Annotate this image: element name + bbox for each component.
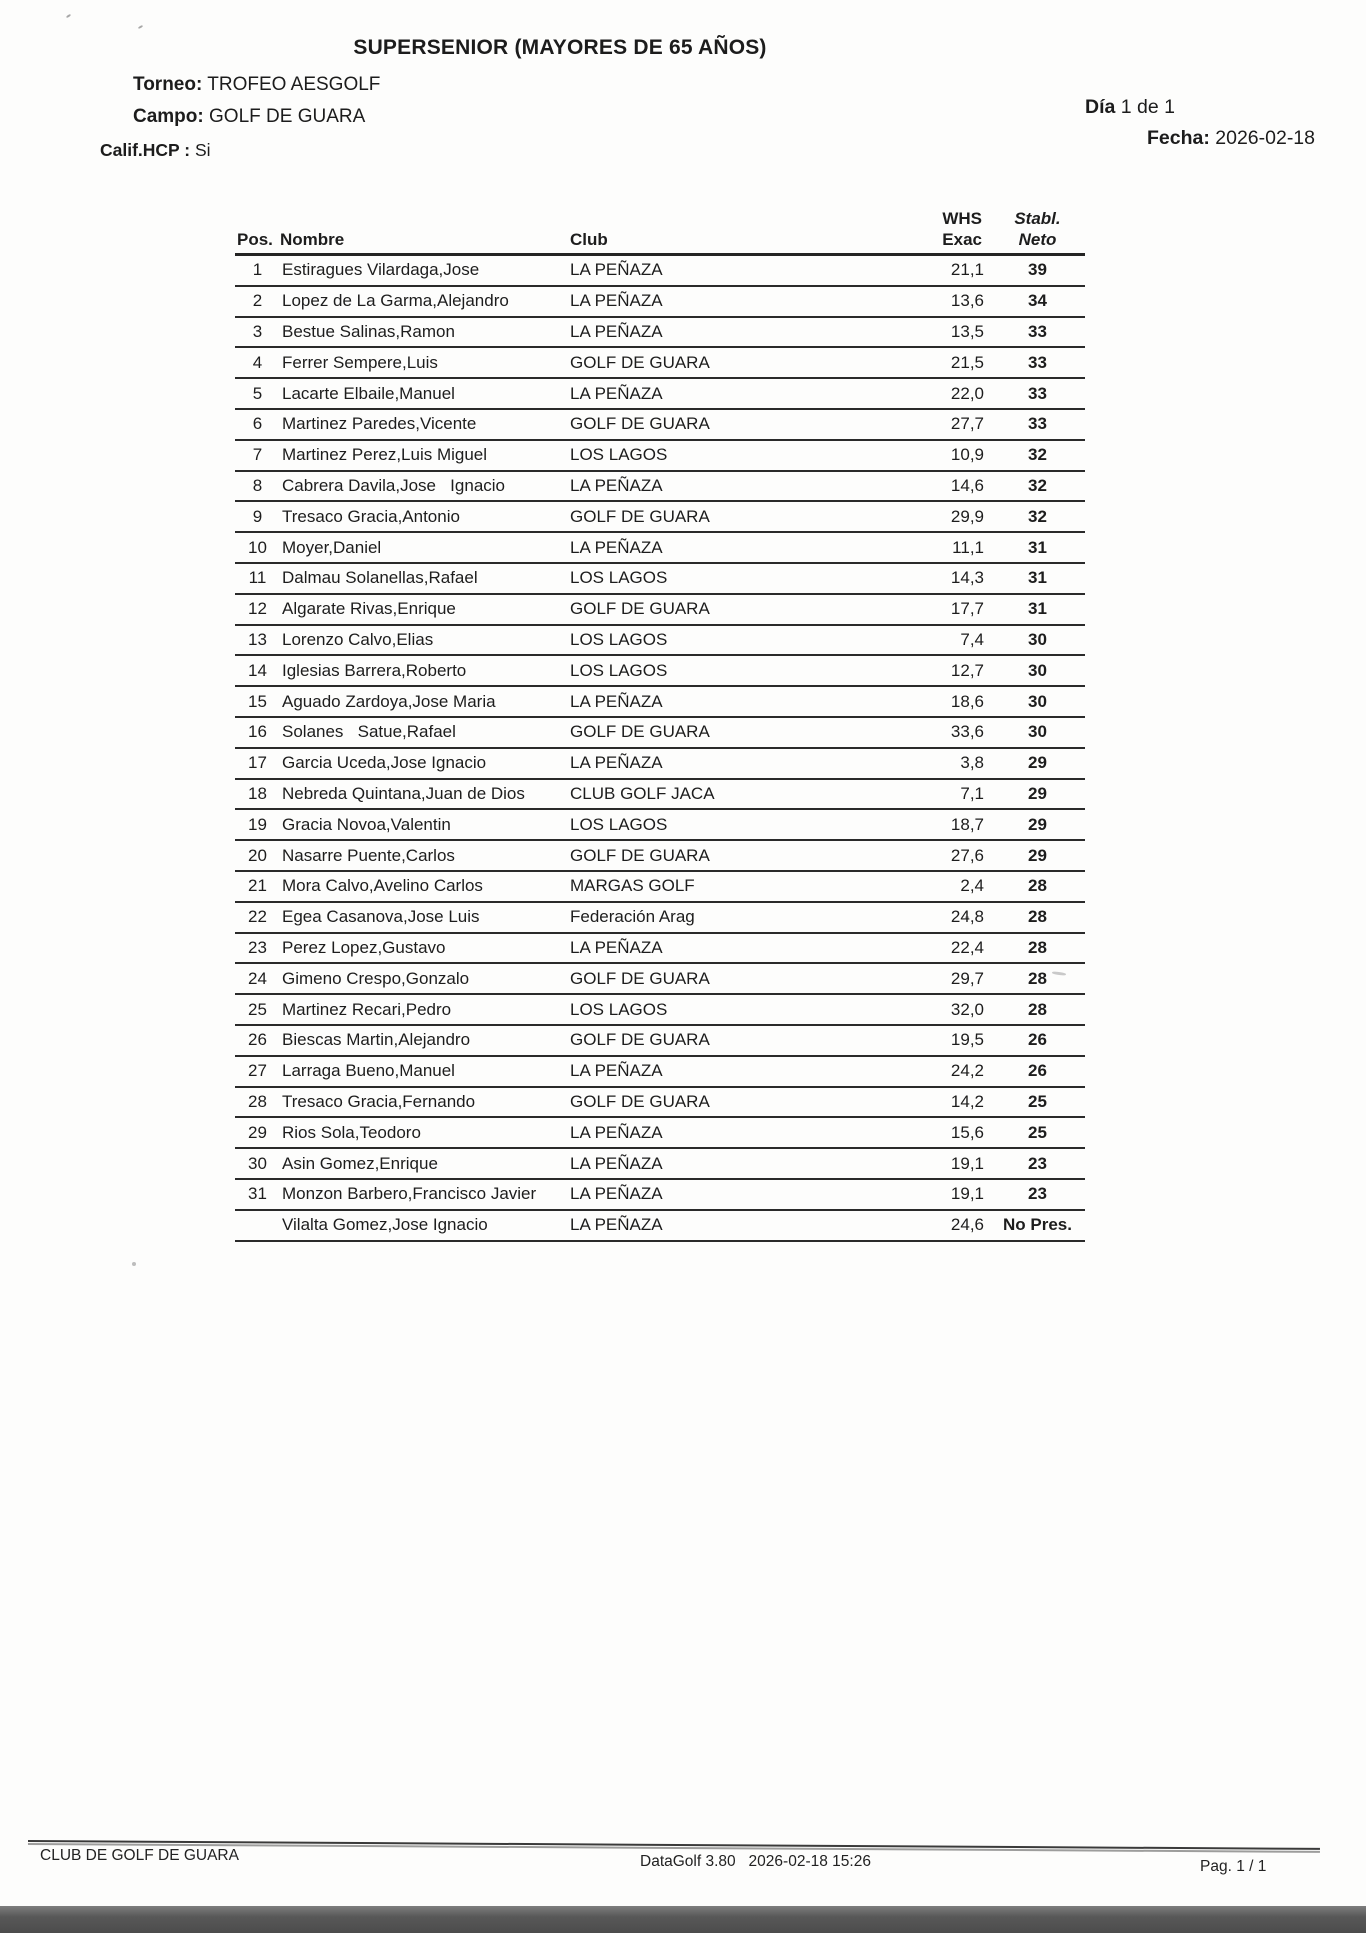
cell-position: 26: [235, 1025, 280, 1056]
cell-player-name: Perez Lopez,Gustavo: [280, 933, 565, 964]
cell-player-name: Egea Casanova,Jose Luis: [280, 902, 565, 933]
tournament-value: TROFEO AESGOLF: [207, 74, 381, 95]
table-row: [235, 1210, 1085, 1241]
scan-artifact: [132, 1262, 136, 1266]
table-row: [235, 563, 1085, 594]
cell-player-name: Lacarte Elbaile,Manuel: [280, 378, 565, 409]
table-row: [235, 286, 1085, 317]
column-header-pos: Pos.: [235, 193, 280, 255]
cell-player-name: Martinez Paredes,Vicente: [280, 409, 565, 440]
cell-whs-exact: 33,6: [870, 717, 990, 748]
cell-whs-exact: 24,6: [870, 1210, 990, 1241]
cell-player-name: Martinez Recari,Pedro: [280, 994, 565, 1025]
table-row: [235, 594, 1085, 625]
cell-player-name: Gracia Novoa,Valentin: [280, 809, 565, 840]
table-row: [235, 717, 1085, 748]
cell-club: LA PEÑAZA: [565, 1179, 870, 1210]
cell-whs-exact: 11,1: [870, 532, 990, 563]
table-row: [235, 409, 1085, 440]
cell-position: 22: [235, 902, 280, 933]
course-label: Campo:: [133, 106, 204, 127]
cell-whs-exact: 14,3: [870, 563, 990, 594]
cell-player-name: Tresaco Gracia,Fernando: [280, 1087, 565, 1118]
cell-stableford-net: 28: [990, 963, 1085, 994]
cell-whs-exact: 12,7: [870, 655, 990, 686]
cell-club: GOLF DE GUARA: [565, 501, 870, 532]
cell-club: MARGAS GOLF: [565, 871, 870, 902]
cell-position: 25: [235, 994, 280, 1025]
cell-whs-exact: 13,6: [870, 286, 990, 317]
cell-club: LA PEÑAZA: [565, 317, 870, 348]
cell-player-name: Biescas Martin,Alejandro: [280, 1025, 565, 1056]
table-row: [235, 963, 1085, 994]
table-row: [235, 994, 1085, 1025]
cell-stableford-net: 32: [990, 471, 1085, 502]
cell-whs-exact: 18,6: [870, 686, 990, 717]
cell-whs-exact: 19,1: [870, 1179, 990, 1210]
table-row: [235, 440, 1085, 471]
cell-whs-exact: 15,6: [870, 1117, 990, 1148]
cell-club: GOLF DE GUARA: [565, 840, 870, 871]
table-row: [235, 378, 1085, 409]
cell-position: 8: [235, 471, 280, 502]
cell-position: 7: [235, 440, 280, 471]
cell-club: GOLF DE GUARA: [565, 1025, 870, 1056]
cell-stableford-net: 31: [990, 563, 1085, 594]
cell-position: 11: [235, 563, 280, 594]
cell-whs-exact: 7,1: [870, 779, 990, 810]
cell-stableford-net: 23: [990, 1179, 1085, 1210]
cell-position: 19: [235, 809, 280, 840]
table-row: [235, 655, 1085, 686]
tournament-field: [133, 74, 380, 96]
cell-stableford-net: 39: [990, 255, 1085, 286]
cell-whs-exact: 17,7: [870, 594, 990, 625]
day-value: 1 de 1: [1120, 96, 1175, 118]
cell-stableford-net: 28: [990, 871, 1085, 902]
cell-position: 30: [235, 1148, 280, 1179]
cell-stableford-net: 33: [990, 317, 1085, 348]
cell-player-name: Algarate Rivas,Enrique: [280, 594, 565, 625]
cell-club: GOLF DE GUARA: [565, 963, 870, 994]
cell-club: LOS LAGOS: [565, 440, 870, 471]
footer-club-name: CLUB DE GOLF DE GUARA: [40, 1847, 239, 1864]
cell-position: 5: [235, 378, 280, 409]
cell-player-name: Iglesias Barrera,Roberto: [280, 655, 565, 686]
table-row: [235, 686, 1085, 717]
cell-player-name: Moyer,Daniel: [280, 532, 565, 563]
course-field: [133, 106, 365, 128]
cell-player-name: Larraga Bueno,Manuel: [280, 1056, 565, 1087]
cell-whs-exact: 22,4: [870, 933, 990, 964]
table-row: [235, 501, 1085, 532]
cell-player-name: Solanes Satue,Rafael: [280, 717, 565, 748]
cell-stableford-net: 33: [990, 347, 1085, 378]
cell-stableford-net: 28: [990, 994, 1085, 1025]
cell-position: 24: [235, 963, 280, 994]
cell-stableford-net: 31: [990, 532, 1085, 563]
cell-whs-exact: 19,1: [870, 1148, 990, 1179]
cell-player-name: Cabrera Davila,Jose Ignacio: [280, 471, 565, 502]
cell-position: 10: [235, 532, 280, 563]
table-row: [235, 1056, 1085, 1087]
cell-stableford-net: 31: [990, 594, 1085, 625]
page-title: SUPERSENIOR (MAYORES DE 65 AÑOS): [353, 36, 767, 59]
cell-club: LOS LAGOS: [565, 655, 870, 686]
table-row: [235, 809, 1085, 840]
cell-stableford-net: 28: [990, 902, 1085, 933]
table-row: [235, 1179, 1085, 1210]
cell-player-name: Mora Calvo,Avelino Carlos: [280, 871, 565, 902]
cell-player-name: Rios Sola,Teodoro: [280, 1117, 565, 1148]
cell-stableford-net: 33: [990, 378, 1085, 409]
cell-whs-exact: 21,1: [870, 255, 990, 286]
table-row: [235, 902, 1085, 933]
cell-position: 12: [235, 594, 280, 625]
cell-club: LA PEÑAZA: [565, 471, 870, 502]
table-row: [235, 871, 1085, 902]
cell-whs-exact: 29,7: [870, 963, 990, 994]
table-row: [235, 347, 1085, 378]
cell-position: 14: [235, 655, 280, 686]
cell-club: LA PEÑAZA: [565, 286, 870, 317]
cell-stableford-net: 30: [990, 686, 1085, 717]
date-field: [1147, 127, 1315, 150]
cell-club: GOLF DE GUARA: [565, 409, 870, 440]
cell-player-name: Bestue Salinas,Ramon: [280, 317, 565, 348]
cell-whs-exact: 27,7: [870, 409, 990, 440]
table-header-row: [235, 193, 1085, 255]
cell-stableford-net: 33: [990, 409, 1085, 440]
cell-club: LOS LAGOS: [565, 809, 870, 840]
cell-whs-exact: 24,2: [870, 1056, 990, 1087]
footer-page-number: Pag. 1 / 1: [1200, 1858, 1267, 1875]
cell-position: 28: [235, 1087, 280, 1118]
cell-stableford-net: No Pres.: [990, 1210, 1085, 1241]
cell-whs-exact: 10,9: [870, 440, 990, 471]
table-row: [235, 840, 1085, 871]
cell-club: GOLF DE GUARA: [565, 1087, 870, 1118]
cell-club: GOLF DE GUARA: [565, 594, 870, 625]
cell-position: 29: [235, 1117, 280, 1148]
cell-player-name: Dalmau Solanellas,Rafael: [280, 563, 565, 594]
cell-club: GOLF DE GUARA: [565, 717, 870, 748]
cell-whs-exact: 7,4: [870, 625, 990, 656]
cell-stableford-net: 26: [990, 1056, 1085, 1087]
cell-position: 21: [235, 871, 280, 902]
cell-stableford-net: 29: [990, 748, 1085, 779]
scan-artifact: [66, 14, 71, 19]
cell-stableford-net: 25: [990, 1117, 1085, 1148]
cell-position: 13: [235, 625, 280, 656]
course-value: GOLF DE GUARA: [209, 106, 366, 127]
hcp-qualifying-label: Calif.HCP :: [100, 140, 191, 160]
cell-position: 15: [235, 686, 280, 717]
day-field: [1085, 96, 1175, 119]
column-header-stabl-neto: Stabl. Neto: [990, 193, 1085, 255]
table-row: [235, 1087, 1085, 1118]
date-label: Fecha:: [1146, 127, 1210, 149]
column-header-club: Club: [565, 193, 870, 255]
cell-whs-exact: 24,8: [870, 902, 990, 933]
cell-club: LA PEÑAZA: [565, 686, 870, 717]
cell-player-name: Vilalta Gomez,Jose Ignacio: [280, 1210, 565, 1241]
cell-club: LOS LAGOS: [565, 994, 870, 1025]
scan-edge-bar: [0, 1906, 1366, 1933]
column-header-nombre: Nombre: [280, 193, 565, 255]
table-row: [235, 255, 1085, 286]
cell-club: LA PEÑAZA: [565, 378, 870, 409]
table-row: [235, 317, 1085, 348]
cell-stableford-net: 34: [990, 286, 1085, 317]
scan-artifact: [138, 25, 143, 29]
cell-whs-exact: 3,8: [870, 748, 990, 779]
tournament-label: Torneo:: [133, 74, 203, 95]
cell-stableford-net: 28: [990, 933, 1085, 964]
cell-stableford-net: 29: [990, 809, 1085, 840]
cell-whs-exact: 29,9: [870, 501, 990, 532]
cell-stableford-net: 25: [990, 1087, 1085, 1118]
cell-position: 1: [235, 255, 280, 286]
cell-club: LA PEÑAZA: [565, 1148, 870, 1179]
cell-club: GOLF DE GUARA: [565, 347, 870, 378]
cell-whs-exact: 32,0: [870, 994, 990, 1025]
cell-club: LA PEÑAZA: [565, 532, 870, 563]
table-row: [235, 933, 1085, 964]
cell-stableford-net: 30: [990, 625, 1085, 656]
cell-position: 20: [235, 840, 280, 871]
date-value: 2026-02-18: [1215, 127, 1315, 149]
table-row: [235, 748, 1085, 779]
cell-stableford-net: 32: [990, 501, 1085, 532]
table-row: [235, 625, 1085, 656]
cell-whs-exact: 14,6: [870, 471, 990, 502]
cell-position: 16: [235, 717, 280, 748]
cell-position: 2: [235, 286, 280, 317]
cell-club: LA PEÑAZA: [565, 1056, 870, 1087]
cell-player-name: Lopez de La Garma,Alejandro: [280, 286, 565, 317]
cell-position: 9: [235, 501, 280, 532]
cell-position: 23: [235, 933, 280, 964]
cell-whs-exact: 22,0: [870, 378, 990, 409]
cell-whs-exact: 2,4: [870, 871, 990, 902]
cell-player-name: Lorenzo Calvo,Elias: [280, 625, 565, 656]
footer-software-timestamp: DataGolf 3.80 2026-02-18 15:26: [640, 1853, 871, 1870]
results-table: [235, 193, 1085, 1242]
cell-player-name: Aguado Zardoya,Jose Maria: [280, 686, 565, 717]
cell-stableford-net: 23: [990, 1148, 1085, 1179]
cell-club: CLUB GOLF JACA: [565, 779, 870, 810]
cell-club: LA PEÑAZA: [565, 255, 870, 286]
cell-position: 3: [235, 317, 280, 348]
cell-player-name: Martinez Perez,Luis Miguel: [280, 440, 565, 471]
table-row: [235, 779, 1085, 810]
table-row: [235, 471, 1085, 502]
cell-stableford-net: 30: [990, 655, 1085, 686]
hcp-qualifying-field: [100, 140, 211, 161]
cell-whs-exact: 19,5: [870, 1025, 990, 1056]
cell-club: LA PEÑAZA: [565, 1117, 870, 1148]
cell-position: 4: [235, 347, 280, 378]
cell-player-name: Nasarre Puente,Carlos: [280, 840, 565, 871]
cell-position: [235, 1210, 280, 1241]
cell-club: LA PEÑAZA: [565, 1210, 870, 1241]
cell-player-name: Nebreda Quintana,Juan de Dios: [280, 779, 565, 810]
cell-player-name: Monzon Barbero,Francisco Javier: [280, 1179, 565, 1210]
hcp-qualifying-value: Si: [194, 140, 211, 160]
cell-whs-exact: 27,6: [870, 840, 990, 871]
table-row: [235, 532, 1085, 563]
cell-stableford-net: 26: [990, 1025, 1085, 1056]
cell-club: Federación Arag: [565, 902, 870, 933]
table-row: [235, 1025, 1085, 1056]
cell-player-name: Garcia Uceda,Jose Ignacio: [280, 748, 565, 779]
day-label: Día: [1085, 96, 1116, 118]
table-row: [235, 1117, 1085, 1148]
cell-player-name: Estiragues Vilardaga,Jose: [280, 255, 565, 286]
cell-club: LA PEÑAZA: [565, 748, 870, 779]
cell-position: 18: [235, 779, 280, 810]
cell-player-name: Tresaco Gracia,Antonio: [280, 501, 565, 532]
cell-whs-exact: 13,5: [870, 317, 990, 348]
cell-position: 6: [235, 409, 280, 440]
cell-position: 17: [235, 748, 280, 779]
cell-player-name: Asin Gomez,Enrique: [280, 1148, 565, 1179]
cell-club: LOS LAGOS: [565, 625, 870, 656]
cell-stableford-net: 29: [990, 840, 1085, 871]
cell-stableford-net: 30: [990, 717, 1085, 748]
cell-whs-exact: 14,2: [870, 1087, 990, 1118]
cell-position: 27: [235, 1056, 280, 1087]
cell-club: LOS LAGOS: [565, 563, 870, 594]
cell-whs-exact: 21,5: [870, 347, 990, 378]
cell-position: 31: [235, 1179, 280, 1210]
cell-stableford-net: 32: [990, 440, 1085, 471]
cell-player-name: Gimeno Crespo,Gonzalo: [280, 963, 565, 994]
cell-club: LA PEÑAZA: [565, 933, 870, 964]
column-header-whs-exac: WHS Exac: [870, 193, 990, 255]
cell-stableford-net: 29: [990, 779, 1085, 810]
cell-player-name: Ferrer Sempere,Luis: [280, 347, 565, 378]
table-row: [235, 1148, 1085, 1179]
cell-whs-exact: 18,7: [870, 809, 990, 840]
